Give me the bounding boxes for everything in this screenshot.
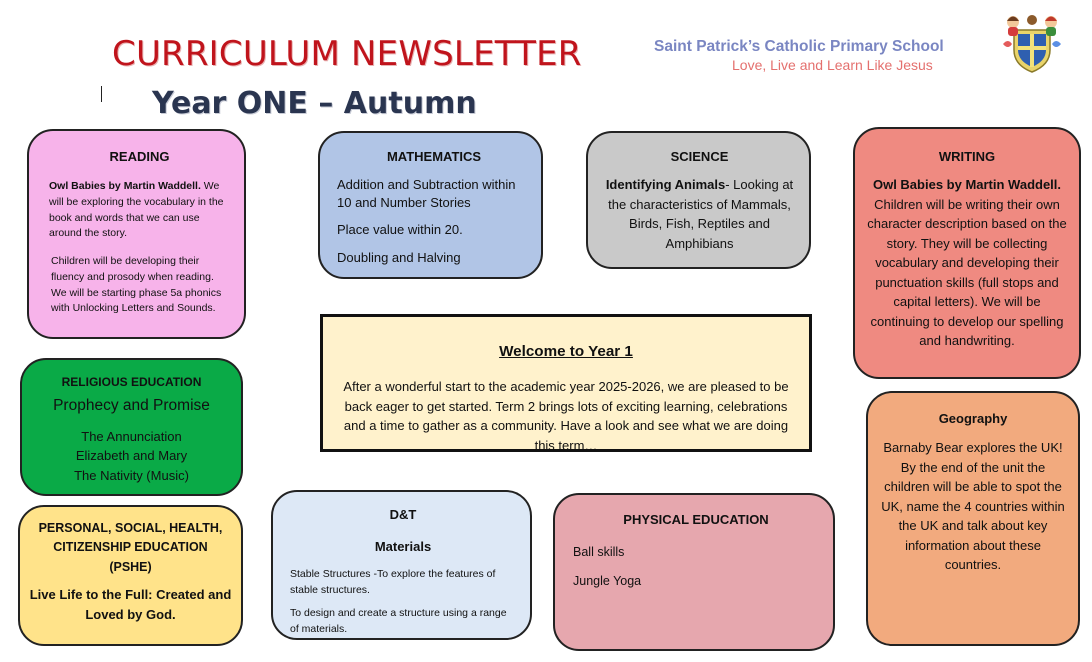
science-heading: SCIENCE: [670, 149, 729, 164]
pe-item: Jungle Yoga: [573, 573, 642, 588]
religious-education-item: The Nativity (Music): [74, 467, 189, 483]
school-name: Saint Patrick’s Catholic Primary School: [654, 38, 944, 55]
pshe-heading-line: PERSONAL, SOCIAL, HEALTH,: [38, 521, 223, 535]
religious-education-item: Elizabeth and Mary: [75, 448, 188, 464]
religious-education-heading: RELIGIOUS EDUCATION: [61, 375, 202, 389]
pshe-heading-line: CITIZENSHIP EDUCATION: [53, 540, 208, 555]
mathematics-item: Addition and Subtraction within 10 and Number Stories: [337, 177, 516, 210]
reading-paragraph-1: [49, 179, 230, 242]
science-panel: [586, 131, 811, 269]
geography-heading: Geography: [938, 411, 1008, 426]
geography-panel: [866, 391, 1080, 646]
pshe-heading: [28, 519, 233, 577]
dt-item: Stable Structures -To explore the features of stable structures.: [290, 568, 496, 597]
reading-book-title: Owl Babies by Martin Waddell.: [49, 180, 201, 193]
reading-description: We will be exploring the vocabulary in the book and words that we can use around the story.: [49, 180, 224, 240]
religious-education-theme: Prophecy and Promise: [53, 396, 210, 414]
geography-detail: By the end of the unit the children will be able to spot the UK, name the 4 countries within the UK and talk about key information about these countries.: [881, 459, 1065, 573]
newsletter-subtitle: Year ONE – Autumn: [152, 86, 477, 121]
text-cursor: [101, 86, 102, 102]
science-topic: Identifying Animals: [605, 177, 726, 193]
welcome-body: After a wonderful start to the academic year 2025-2026, we are pleased to be back eager to get started. Term 2 brings lots of exciting learning, celebrations and a time to gather as a community. Have a look and see what we are doing this term…: [343, 379, 789, 453]
pshe-panel: [18, 505, 243, 646]
welcome-heading: Welcome to Year 1: [499, 343, 633, 361]
reading-panel: [27, 129, 246, 339]
religious-education-item: The Annunciation: [81, 428, 182, 444]
mathematics-item: Doubling and Halving: [337, 249, 461, 265]
geography-intro: Barnaby Bear explores the UK!: [883, 440, 1063, 456]
science-detail: - Looking at the characteristics of Mammals, Birds, Fish, Reptiles and Amphibians: [608, 177, 794, 251]
school-motto: Love, Live and Learn Like Jesus: [732, 57, 933, 73]
religious-education-panel: [20, 358, 243, 496]
physical-education-panel: [553, 493, 835, 651]
writing-description: [865, 175, 1069, 351]
design-technology-panel: [271, 490, 532, 640]
mathematics-heading: MATHEMATICS: [386, 149, 482, 164]
dt-item: To design and create a structure using a range of materials.: [290, 606, 507, 635]
pshe-heading-line: (PSHE): [109, 559, 152, 574]
school-crest-icon: [1000, 10, 1064, 74]
reading-paragraph-2: Children will be developing their fluency and prosody when reading. We will be starting phase 5a phonics with Unlocking Letters and Sounds.: [51, 255, 222, 315]
pshe-theme: Live Life to the Full: Created and Loved by God.: [29, 587, 232, 622]
science-description: [598, 175, 801, 253]
mathematics-panel: [318, 131, 543, 279]
mathematics-item: Place value within 20.: [337, 222, 463, 238]
writing-heading: WRITING: [938, 149, 996, 164]
dt-heading: D&T: [389, 507, 417, 522]
welcome-panel: [320, 314, 812, 452]
pe-heading: PHYSICAL EDUCATION: [623, 512, 769, 527]
pe-item: Ball skills: [573, 545, 625, 560]
dt-subheading: Materials: [374, 539, 432, 555]
writing-panel: [853, 127, 1081, 379]
writing-book-title: Owl Babies by Martin Waddell.: [872, 177, 1062, 193]
reading-heading: READING: [109, 149, 170, 164]
newsletter-title: CURRICULUM NEWSLETTER: [112, 34, 582, 74]
writing-detail: Children will be writing their own character description based on the story. They will be collecting vocabulary and developing their punctuation skills (full stops and capital letters). We will be continuing to develop our spelling and handwriting.: [867, 196, 1067, 349]
